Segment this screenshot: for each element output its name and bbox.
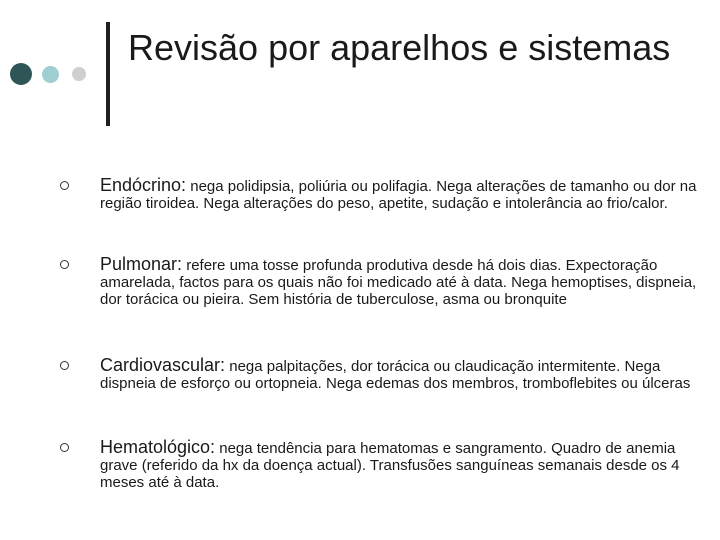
- item-label: Pulmonar:: [100, 254, 183, 274]
- item-label: Endócrino:: [100, 175, 187, 195]
- item-text: [100, 256, 700, 308]
- decorative-dot-gray: [72, 67, 86, 81]
- item-label: Cardiovascular:: [100, 355, 226, 375]
- list-item-cardiovascular: [60, 357, 700, 392]
- item-rest-text: Quadro de anemia grave (referido da hx da doença actual). Transfusões sanguíneas semanais desde os 4 meses até à data.: [100, 440, 680, 491]
- decorative-dot-light-blue: [42, 66, 59, 83]
- item-text: [100, 177, 700, 212]
- bullet-icon: [60, 443, 69, 452]
- bullet-icon: [60, 361, 69, 370]
- item-rest-text: Expectoração amarelada, factos para os quais não foi medicado até à data. Nega hemoptises, dispneia, dor torácica ou pieira. Sem história de tuberculose, asma ou bronquite: [100, 257, 697, 308]
- slide-title: Revisão por aparelhos e sistemas: [128, 27, 671, 68]
- list-item-hematologico: [60, 439, 700, 491]
- bullet-icon: [60, 181, 69, 190]
- item-label: Hematológico:: [100, 437, 216, 457]
- item-rest-text: intermitente. Nega dispneia de esforço ou ortopneia. Nega edemas dos membros, tromboflebites ou úlceras: [100, 358, 691, 392]
- decorative-dot-dark: [10, 63, 32, 85]
- bullet-icon: [60, 260, 69, 269]
- title-divider: [106, 22, 110, 126]
- list-item-endocrino: [60, 177, 700, 212]
- item-text: [100, 439, 700, 491]
- item-lead-text: nega polidipsia, poliúria ou polifagia.: [186, 178, 433, 195]
- item-lead-text: refere uma tosse profunda produtiva desde há dois dias.: [182, 257, 562, 274]
- item-lead-text: nega palpitações, dor torácica ou claudicação: [225, 358, 534, 375]
- item-text: [100, 357, 700, 392]
- item-lead-text: nega tendência para hematomas e sangramento.: [215, 440, 547, 457]
- list-item-pulmonar: [60, 256, 700, 308]
- item-rest-text: Nega alterações de tamanho ou dor na região tiroidea. Nega alterações do peso, apetite, sudação e intolerância ao frio/calor.: [100, 178, 697, 212]
